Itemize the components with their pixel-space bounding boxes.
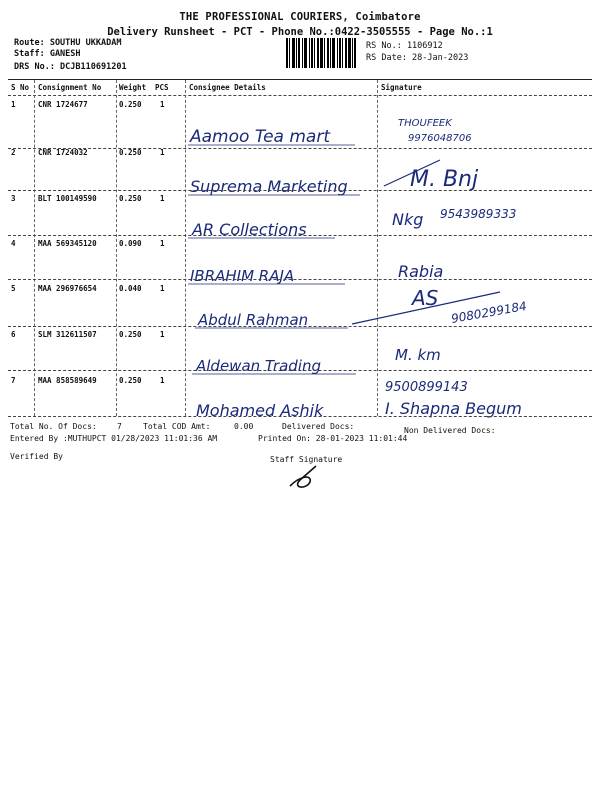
total-cod-label: Total COD Amt: bbox=[143, 422, 211, 431]
col-pcs: PCS bbox=[155, 83, 169, 92]
row-consignment: SLM 312611507 bbox=[38, 330, 97, 339]
row-pcs: 1 bbox=[160, 148, 165, 157]
runsheet-title: Delivery Runsheet - PCT - Phone No.:0422-3505555 - Page No.:1 bbox=[107, 26, 493, 38]
total-docs-value: 7 bbox=[117, 422, 122, 431]
row-consignment: MAA 569345120 bbox=[38, 239, 97, 248]
row-signature: THOUFEEK bbox=[398, 118, 452, 129]
row-sno: 1 bbox=[11, 100, 16, 109]
row-sno: 6 bbox=[11, 330, 16, 339]
entered-by: Entered By :MUTHUPCT 01/28/2023 11:01:36 AM bbox=[10, 434, 218, 443]
row-sno: 3 bbox=[11, 194, 16, 203]
row-weight: 0.250 bbox=[119, 330, 142, 339]
row-phone: 9500899143 bbox=[385, 380, 468, 395]
row-sno: 2 bbox=[11, 148, 16, 157]
col-consignee: Consignee Details bbox=[189, 83, 266, 92]
company-title: THE PROFESSIONAL COURIERS, Coimbatore bbox=[179, 11, 421, 23]
row-rule bbox=[8, 326, 592, 327]
col-consignment: Consignment No bbox=[38, 83, 102, 92]
row-signature: I. Shapna Begum bbox=[385, 399, 522, 418]
row-pcs: 1 bbox=[160, 284, 165, 293]
printed-on: Printed On: 28-01-2023 11:01:44 bbox=[258, 434, 408, 443]
row-weight: 0.040 bbox=[119, 284, 142, 293]
row-pcs: 1 bbox=[160, 194, 165, 203]
table-bottom-rule bbox=[8, 416, 592, 417]
row-signature: Rabia bbox=[398, 262, 444, 281]
col-weight: Weight bbox=[119, 83, 147, 92]
row-phone: 9976048706 bbox=[408, 133, 472, 144]
row-pcs: 1 bbox=[160, 239, 165, 248]
row-consignee: Mohamed Ashik bbox=[196, 401, 324, 420]
row-phone: 9080299184 bbox=[450, 298, 528, 326]
row-rule bbox=[8, 370, 592, 371]
col-signature: Signature bbox=[381, 83, 422, 92]
row-consignee: IBRAHIM RAJA bbox=[190, 267, 295, 285]
row-pcs: 1 bbox=[160, 376, 165, 385]
row-pcs: 1 bbox=[160, 330, 165, 339]
row-consignee: Abdul Rahman bbox=[198, 311, 309, 329]
staff-signature-label: Staff Signature bbox=[270, 455, 343, 464]
staff-label: Staff: GANESH bbox=[14, 49, 81, 59]
row-rule bbox=[8, 279, 592, 280]
verified-by: Verified By bbox=[10, 452, 63, 461]
row-consignee: AR Collections bbox=[192, 220, 307, 239]
row-weight: 0.250 bbox=[119, 194, 142, 203]
row-consignee: Aldewan Trading bbox=[196, 357, 321, 375]
row-rule bbox=[8, 235, 592, 236]
row-consignment: CNR 1724032 bbox=[38, 148, 88, 157]
total-docs-label: Total No. Of Docs: bbox=[10, 422, 97, 431]
row-signature: M. km bbox=[395, 346, 441, 364]
drs-number: DRS No.: DCJB110691201 bbox=[14, 62, 127, 72]
row-phone: 9543989333 bbox=[440, 207, 517, 221]
row-signature: AS bbox=[412, 286, 439, 310]
row-weight: 0.250 bbox=[119, 376, 142, 385]
row-rule bbox=[8, 148, 592, 149]
row-sno: 5 bbox=[11, 284, 16, 293]
row-consignment: BLT 100149590 bbox=[38, 194, 97, 203]
row-signature: M. Bnj bbox=[410, 167, 479, 192]
row-signature: Nkg bbox=[392, 210, 424, 229]
row-weight: 0.250 bbox=[119, 148, 142, 157]
rs-date: RS Date: 28-Jan-2023 bbox=[366, 53, 469, 63]
row-consignee: Suprema Marketing bbox=[190, 177, 348, 196]
non-delivered-docs-label: Non Delivered Docs: bbox=[404, 426, 496, 435]
delivered-docs-label: Delivered Docs: bbox=[282, 422, 355, 431]
row-sno: 4 bbox=[11, 239, 16, 248]
row-consignment: MAA 296976654 bbox=[38, 284, 97, 293]
row-consignee: Aamoo Tea mart bbox=[190, 127, 331, 147]
route-label: Route: SOUTHU UKKADAM bbox=[14, 38, 122, 48]
col-sno: S No bbox=[11, 83, 30, 92]
row-weight: 0.250 bbox=[119, 100, 142, 109]
row-consignment: MAA 858589649 bbox=[38, 376, 97, 385]
rs-number: RS No.: 1106912 bbox=[366, 41, 443, 51]
row-sno: 7 bbox=[11, 376, 16, 385]
row-consignment: CNR 1724677 bbox=[38, 100, 88, 109]
row-pcs: 1 bbox=[160, 100, 165, 109]
row-rule bbox=[8, 190, 592, 191]
row-weight: 0.090 bbox=[119, 239, 142, 248]
total-cod-value: 0.00 bbox=[234, 422, 254, 431]
